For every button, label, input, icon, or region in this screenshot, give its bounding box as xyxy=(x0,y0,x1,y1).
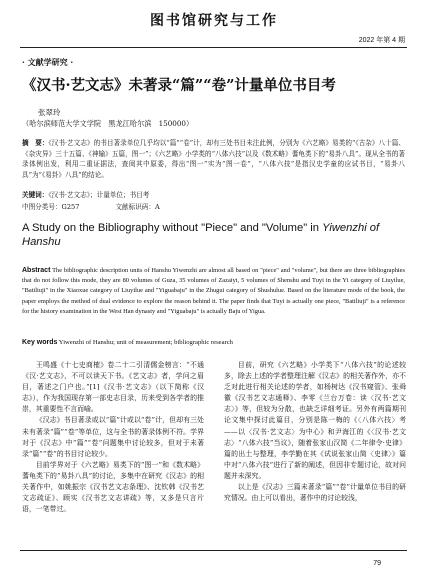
abstract-en-label: Abstract xyxy=(22,267,51,274)
keywords-cn-text: 《汉书·艺文志》；计量单位；书目考 xyxy=(48,191,150,199)
body-paragraph: 《汉志》书目著录或以“篇”计或以“卷”计，但却有三处未有著录“篇”“卷”等单位，这与全书的著录体例不符。学界对于《汉志》中“篇”“卷”问题集中讨论较多，但对于未著录“篇”“卷”的书目讨论较少。 xyxy=(22,416,204,458)
body-column-right xyxy=(224,360,406,504)
body-paragraph: 目前学界对于《六艺略》易类下的“图一”和《数术略》蓍龟类下的“易卦八具”的讨论，多集中在研究《汉志》的相关著作中，如姚振宗《汉书艺文志条理》、沈钦韩《汉书艺文志疏证》、顾实《汉书艺文志讲疏》等，又多是只言片语，一笔带过。 xyxy=(22,460,204,514)
keywords-cn xyxy=(22,189,149,199)
section-label: · 文献学研究 · xyxy=(22,57,74,67)
keywords-cn-label: 关键词： xyxy=(22,191,49,199)
keywords-en-label: Key words xyxy=(22,339,58,346)
clc-number: 中图分类号：G257 xyxy=(22,203,80,211)
document-code: 文献标识码：A xyxy=(115,203,160,211)
article-title-cn: 《汉书·艺文志》未著录“篇”“卷”计量单位书目考 xyxy=(22,77,336,94)
classification-line xyxy=(22,201,196,211)
abstract-cn-text: 《汉书·艺文志》的书目著录单位几乎均以“篇”“卷”计，却有三处书目未注此例，分别为《六艺略》易类的“《古杂》八十篇、《杂灾异》三十五篇、《神输》五篇，图一”；《六艺略》小学类的“八体六技”以及《数术略》蓍龟类下的“易卦八具”。现从全书的著录体例出发，利用二重证据法，查阅其中原委，得出“图一”实为“图一卷”，“八体六技”是指汉史学童的应试书目，“易卦八具”为“《易卦》八具”的结论。 xyxy=(22,139,405,179)
body-paragraph: 以上是《汉志》三篇未著录“篇”“卷”计量单位书目的研究情况。由上可以看出，著作中的讨论较浅， xyxy=(224,483,406,503)
body-paragraph: 目前，研究《六艺略》小学类下“八体六技”的论述较多，除去上述的学者整理注解《汉志》的相关著作外，亦不乏对此进行相关论述的学者，如杨树达《汉书窥管》、张舜徽《汉书艺文志通释》、李零《兰台万卷：读〈汉书·艺文志〉》等，但较为分散，也缺乏详细考证。另外有两篇期刊论文集中探讨此篇目，分别是陈一梅的《〈八体六技〉考——以〈汉书·艺文志〉为中心》和尹海江的《〈汉书·艺文志〉“八体六技”当议》，随着张家山汉简《二年律令·史律》篇的出土与整理，李学勤在其《试说张家山简〈史律〉》篇中对“八体六技”进行了新的阐述，但因非专题讨论，故对问题并未深究。 xyxy=(224,361,406,480)
footer-divider xyxy=(20,550,407,551)
article-title-en xyxy=(22,221,412,249)
keywords-en xyxy=(22,339,233,346)
page-number: 79 xyxy=(373,560,381,567)
abstract-cn-label: 摘 要： xyxy=(22,139,49,147)
author-affiliation: （哈尔滨师范大学文学院 黑龙江哈尔滨 150000） xyxy=(22,119,194,128)
title-en-main: A Study on the Bibliography without "Piece" and "Volume" in xyxy=(22,222,323,234)
abstract-cn xyxy=(22,138,405,180)
body-paragraph: 王鸣盛《十七史商榷》卷二十二引清儒金榜言：“不通《汉·艺文志》，不可以读天下书。《艺文志》者，学问之眉目，著述之门户也。”[1]《汉书·艺文志》（以下简称《汉志》），作为我国现存第一部史志目录，历来受到各学者的推崇，其重要性不言而喻。 xyxy=(22,361,204,414)
abstract-en xyxy=(22,266,405,317)
issue-label: 2022 年第 4 期 xyxy=(358,37,405,44)
header-divider xyxy=(20,47,407,48)
abstract-en-text: The bibliographic description units of Hanshu Yiwenzhi are almost all based on "piece" and "volume", but there are three bibliographies that do not follow this mode, they are 80 volumes of Guza, 35 volumes of Zazaiyi, 5 volumes of Shenshu and Tuyi in the Yi category of Liuyilue, "Batiliuji" in the Xiaoxue category of Liuyilue and "Yiguabaju" in the Zhugui category of Shushulue. Based on the literature mode of the book, the paper employs the method of dual evidence to explore the reason behind it. The paper finds that Tuyi is actually one piece, "Batiliuji" is a reference for the history examination in the West Han dynasty and "Yiguabaju" is actually Baju of Yigua. xyxy=(22,267,405,315)
journal-name: 图书馆研究与工作 xyxy=(150,13,278,29)
author-name: 张翠玲 xyxy=(38,108,61,117)
keywords-en-text: Yiwenzhi of Hanshu; unit of measurement; bibliographic research xyxy=(57,339,233,346)
title-en-italic: Yiwenzhi of Hanshu xyxy=(22,222,380,248)
body-column-left xyxy=(22,360,204,515)
